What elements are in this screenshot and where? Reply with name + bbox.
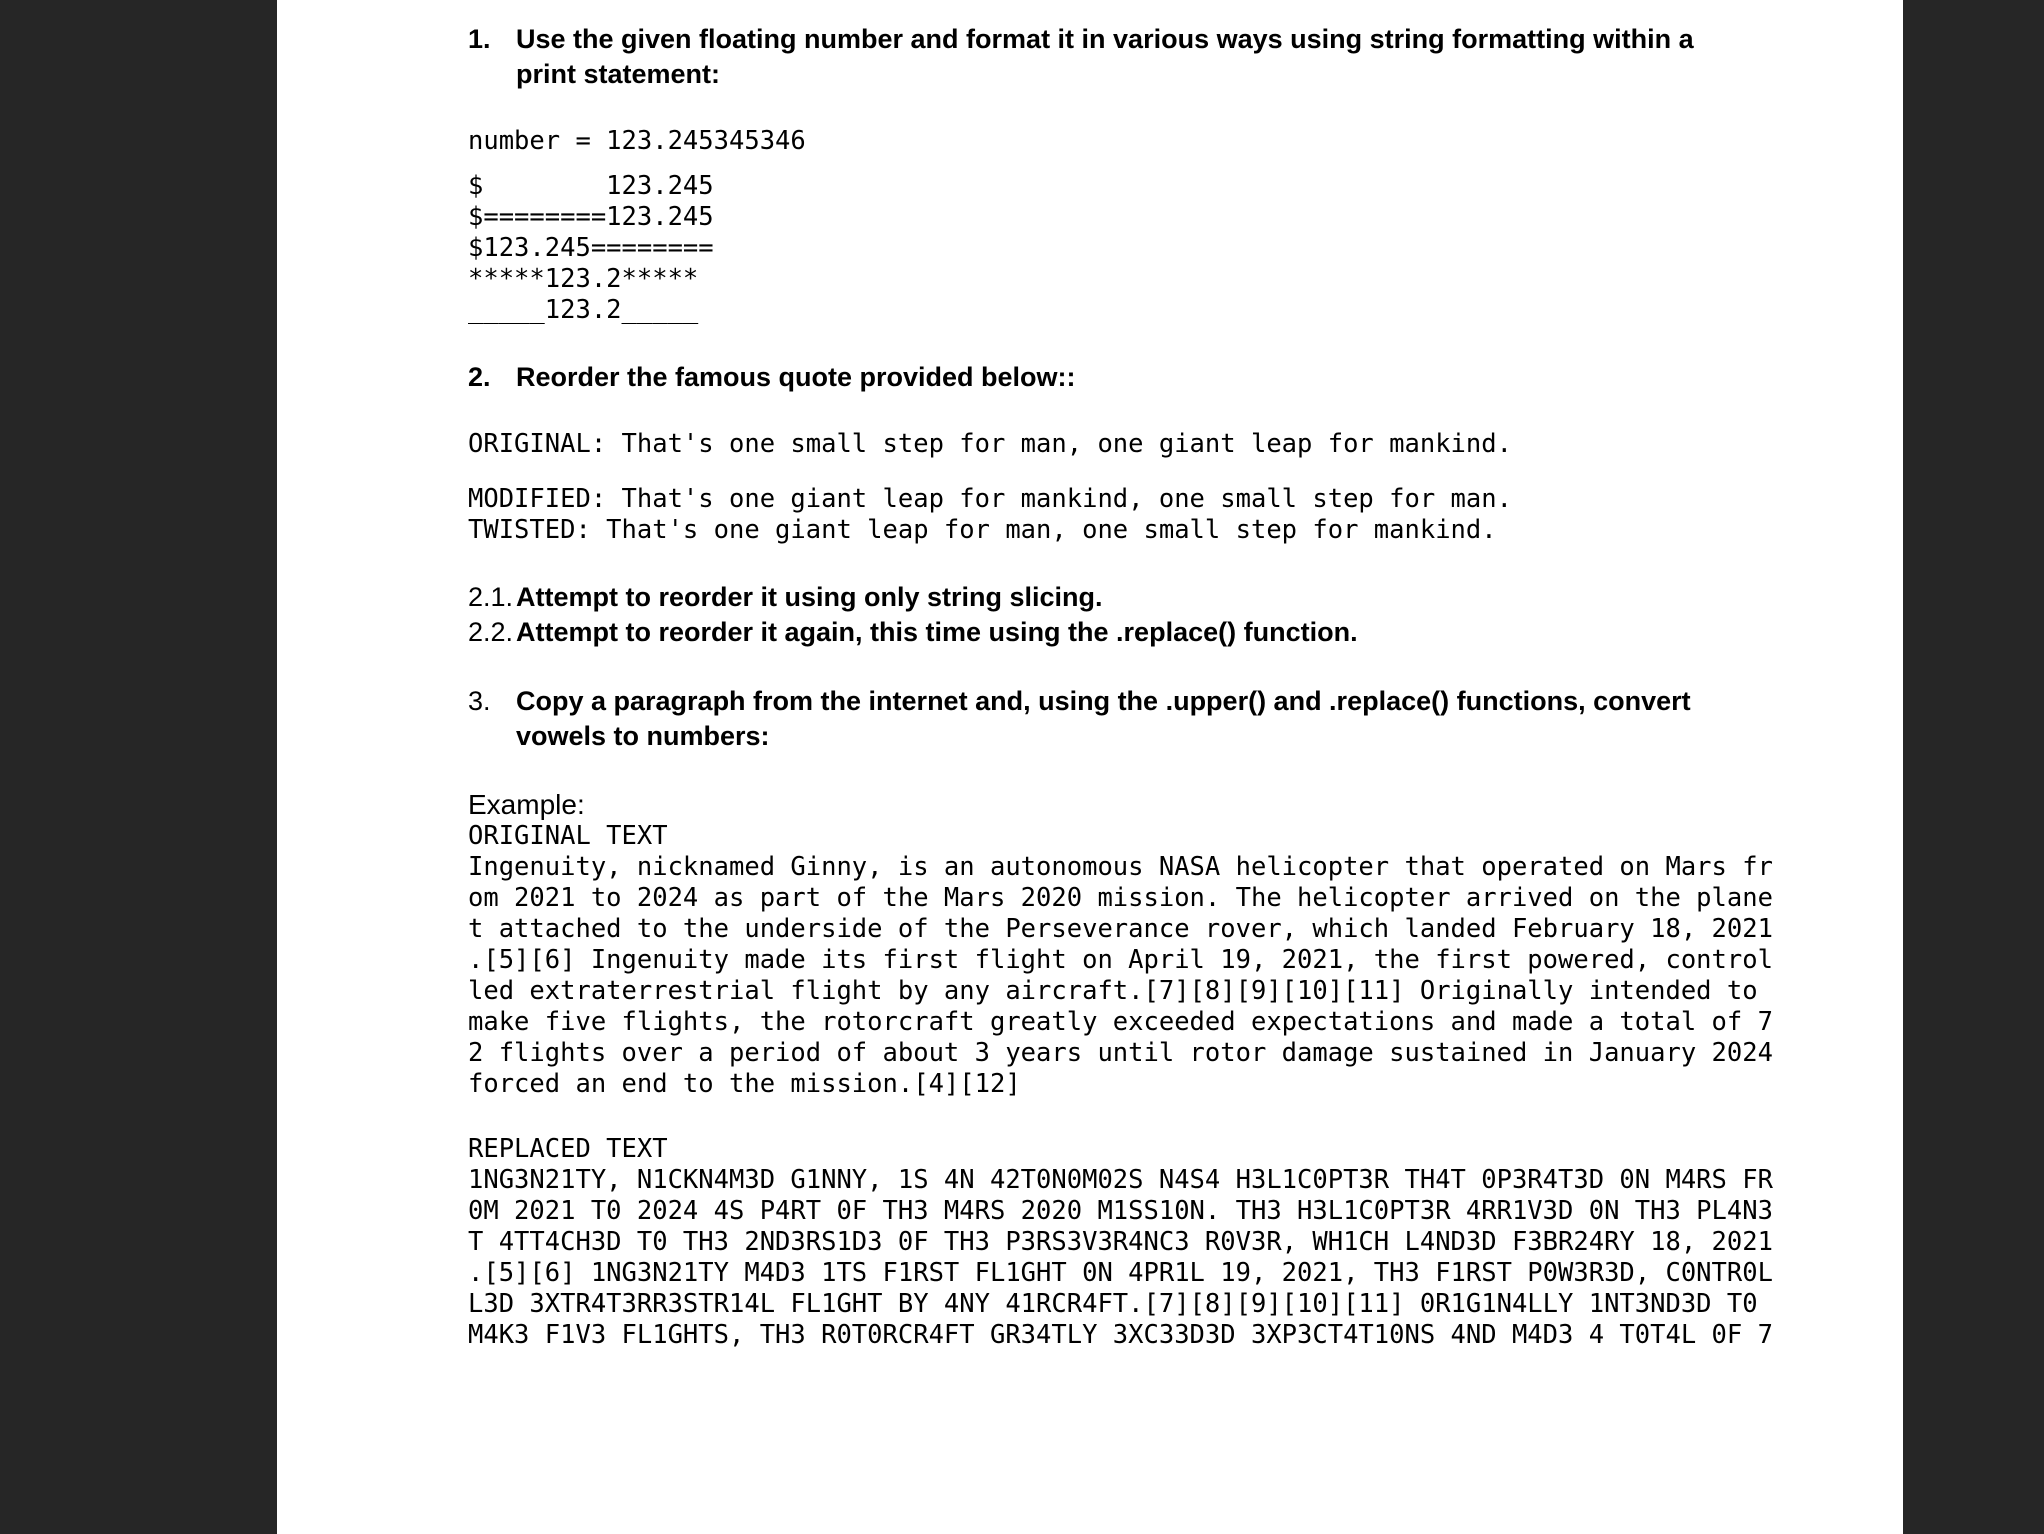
twisted-quote: TWISTED: That's one giant leap for man, one small step for mankind. [468, 515, 1497, 545]
formatted-output-line: *****123.2***** [468, 264, 699, 294]
subtask-2-1 [468, 580, 1718, 615]
section-2-heading [468, 360, 1718, 395]
modified-quote: MODIFIED: That's one giant leap for mankind, one small step for man. [468, 484, 1512, 514]
section-2-title: Reorder the famous quote provided below:: [516, 362, 1076, 392]
paragraph-line: .[5][6] 1NG3N21TY M4D3 1TS F1RST FL1GHT 0N 4PR1L 19, 2021, TH3 F1RST P0W3R3D, C0NTR0L [468, 1258, 1773, 1288]
paragraph-line: t attached to the underside of the Perseverance rover, which landed February 18, 2021 [468, 914, 1773, 944]
replaced-text-label: REPLACED TEXT [468, 1134, 668, 1164]
section-1-number: 1. [468, 24, 491, 54]
paragraph-line: make five flights, the rotorcraft greatly exceeded expectations and made a total of 7 [468, 1007, 1773, 1037]
paragraph-line: 2 flights over a period of about 3 years until rotor damage sustained in January 2024 [468, 1038, 1773, 1068]
subtask-number: 2.1. [468, 582, 514, 612]
page-content [468, 22, 1773, 1351]
formatted-output-line: $123.245======== [468, 233, 714, 263]
formatted-outputs [468, 171, 1718, 326]
paragraph-line: L3D 3XTR4T3RR3STR14L FL1GHT BY 4NY 41RCR4FT.[7][8][9][10][11] 0R1G1N4LLY 1NT3ND3D T0 [468, 1289, 1758, 1319]
subtask-text: Attempt to reorder it using only string slicing. [516, 582, 1103, 612]
section-2-number: 2. [468, 362, 491, 392]
paragraph-line: led extraterrestrial flight by any aircraft.[7][8][9][10][11] Originally intended to [468, 976, 1758, 1006]
formatted-output-line: $========123.245 [468, 202, 714, 232]
paragraph-line: .[5][6] Ingenuity made its first flight on April 19, 2021, the first powered, control [468, 945, 1773, 975]
paragraph-line: 0M 2021 T0 2024 4S P4RT 0F TH3 M4RS 2020 M1SS10N. TH3 H3L1C0PT3R 4RR1V3D 0N TH3 PL4N3 [468, 1196, 1773, 1226]
original-quote: ORIGINAL: That's one small step for man, one giant leap for mankind. [468, 429, 1512, 459]
number-assignment: number = 123.245345346 [468, 126, 806, 156]
section-3-number: 3. [468, 686, 491, 716]
original-paragraph [468, 852, 1773, 1100]
replaced-paragraph [468, 1165, 1773, 1351]
original-text-label: ORIGINAL TEXT [468, 821, 668, 851]
example-label: Example: [468, 789, 585, 820]
section-3-title: Copy a paragraph from the internet and, using the .upper() and .replace() functions, convert vowels to numbers: [516, 686, 1691, 751]
paragraph-line: 1NG3N21TY, N1CKN4M3D G1NNY, 1S 4N 42T0N0M02S N4S4 H3L1C0PT3R TH4T 0P3R4T3D 0N M4RS FR [468, 1165, 1773, 1195]
paragraph-line: forced an end to the mission.[4][12] [468, 1069, 1021, 1099]
section-1-heading [468, 22, 1718, 92]
document-page [277, 0, 1903, 1534]
paragraph-line: M4K3 F1V3 FL1GHTS, TH3 R0T0RCR4FT GR34TLY 3XC33D3D 3XP3CT4T10NS 4ND M4D3 4 T0T4L 0F 7 [468, 1320, 1773, 1350]
formatted-output-line: _____123.2_____ [468, 295, 699, 325]
paragraph-line: Ingenuity, nicknamed Ginny, is an autonomous NASA helicopter that operated on Mars fr [468, 852, 1773, 882]
subtask-number: 2.2. [468, 617, 514, 647]
paragraph-line: T 4TT4CH3D T0 TH3 2ND3RS1D3 0F TH3 P3RS3V3R4NC3 R0V3R, WH1CH L4ND3D F3BR24RY 18, 2021 [468, 1227, 1773, 1257]
subtask-text: Attempt to reorder it again, this time using the .replace() function. [516, 617, 1358, 647]
section-3-heading [468, 684, 1718, 754]
formatted-output-line: $ 123.245 [468, 171, 714, 201]
section-1-title: Use the given floating number and format it in various ways using string formatting within a print statement: [516, 24, 1694, 89]
subtask-2-2 [468, 615, 1718, 650]
paragraph-line: om 2021 to 2024 as part of the Mars 2020 mission. The helicopter arrived on the plane [468, 883, 1773, 913]
